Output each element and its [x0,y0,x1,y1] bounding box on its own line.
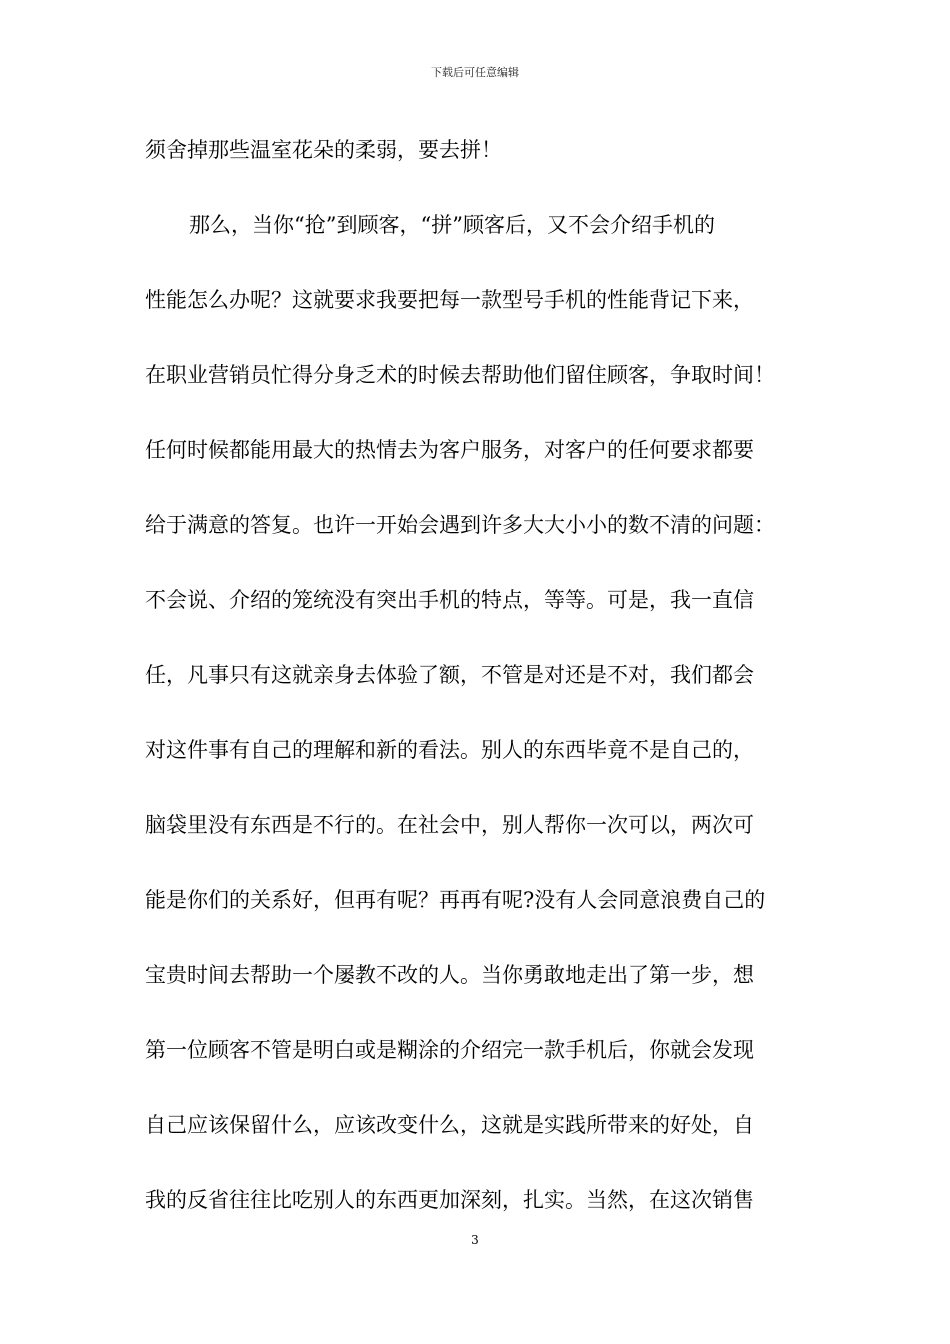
page-number: 3 [471,1233,479,1247]
text-line: 任，凡事只有这就亲身去体验了额，不管是对还是不对，我们都会 [145,663,754,687]
text-line: 能是你们的关系好，但再有呢？再再有呢?没有人会同意浪费自己的 [145,888,766,912]
paragraph-first-line: 那么，当你“抢”到顾客，“拼”顾客后，又不会介绍手机的 [189,213,715,237]
text-line: 性能怎么办呢？这就要求我要把每一款型号手机的性能背记下来， [145,288,754,312]
text-line: 给于满意的答复。也许一开始会遇到许多大大小小的数不清的问题： [145,513,775,537]
text-line: 对这件事有自己的理解和新的看法。别人的东西毕竟不是自己的， [145,738,754,762]
text-line: 第一位顾客不管是明白或是糊涂的介绍完一款手机后，你就会发现 [145,1038,754,1062]
text-line: 在职业营销员忙得分身乏术的时候去帮助他们留住顾客，争取时间！ [145,363,775,387]
text-line: 不会说、介绍的笼统没有突出手机的特点，等等。可是，我一直信 [145,588,754,612]
text-line: 任何时候都能用最大的热情去为客户服务，对客户的任何要求都要 [145,438,754,462]
body-text [145,128,810,1253]
text-line: 须舍掉那些温室花朵的柔弱，要去拼！ [145,138,502,162]
text-line: 我的反省往往比吃别人的东西更加深刻，扎实。当然，在这次销售 [145,1188,754,1212]
text-line: 宝贵时间去帮助一个屡教不改的人。当你勇敢地走出了第一步，想 [145,963,754,987]
page-header: 下载后可任意编辑 [431,66,519,79]
text-line: 脑袋里没有东西是不行的。在社会中，别人帮你一次可以，两次可 [145,813,754,837]
text-line: 自己应该保留什么，应该改变什么，这就是实践所带来的好处，自 [145,1113,754,1137]
